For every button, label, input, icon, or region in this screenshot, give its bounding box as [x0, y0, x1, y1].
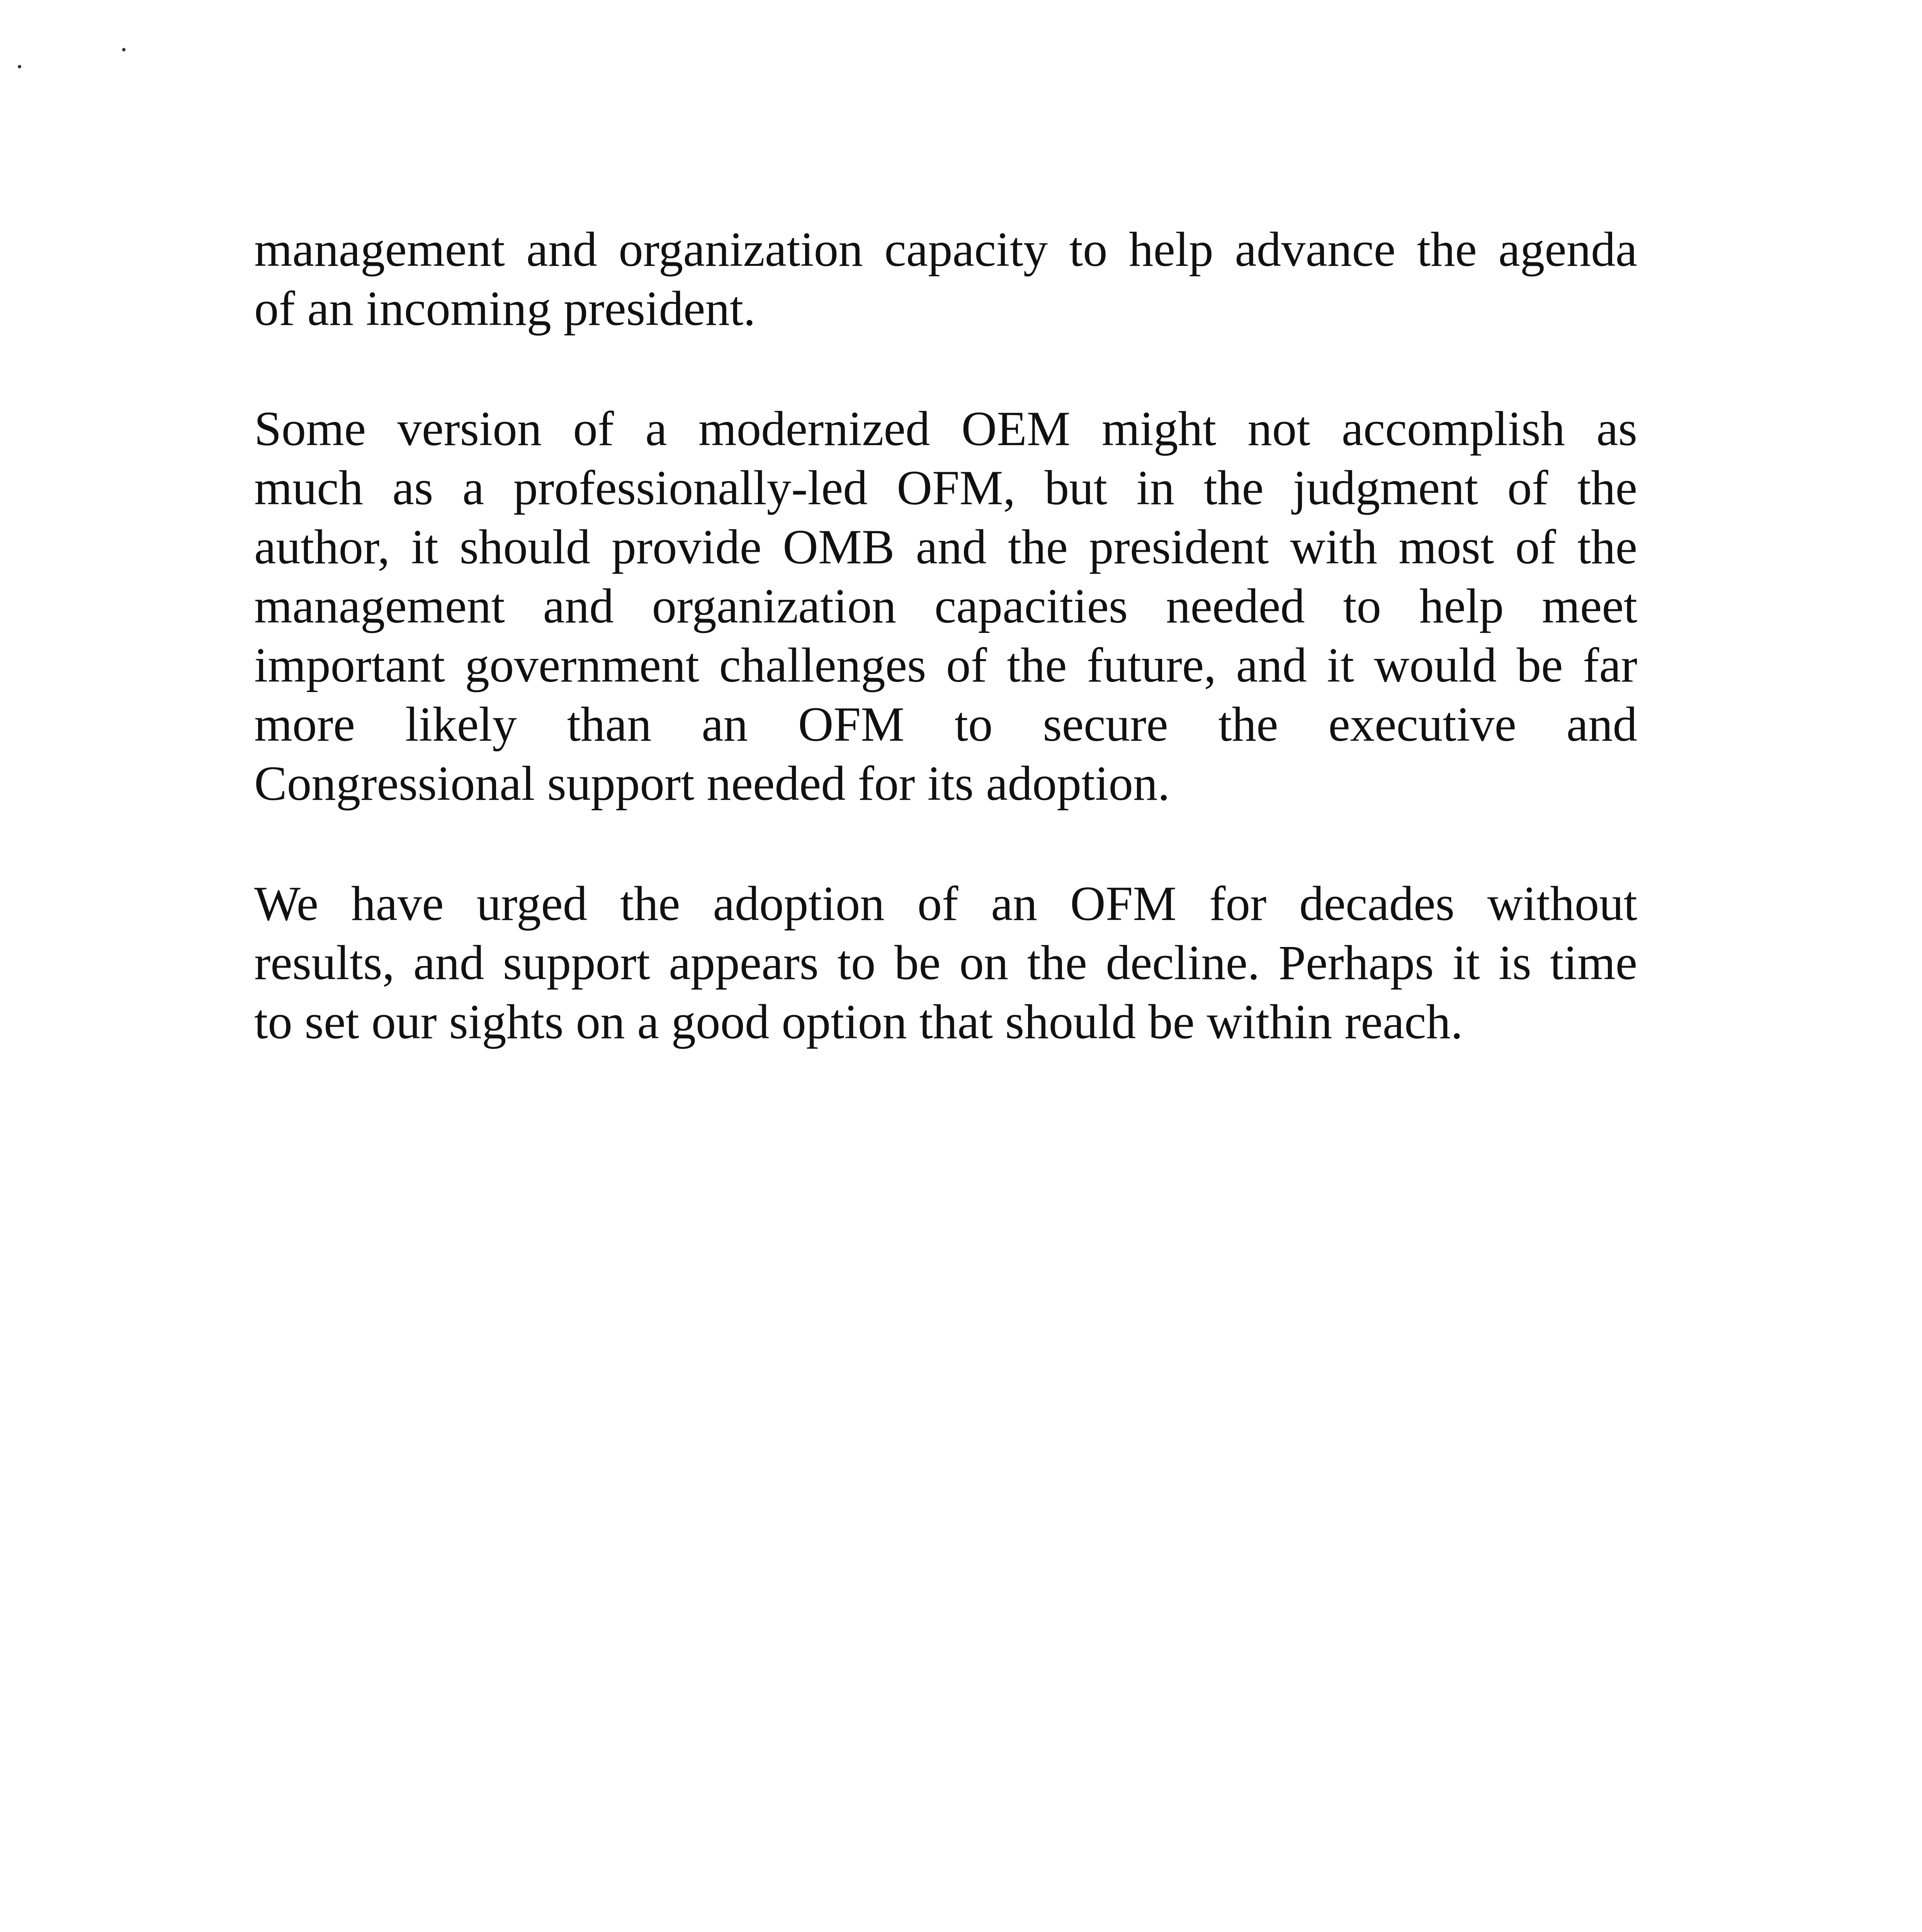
text-line: Some version of a modernized OEM might not accomplish as [254, 402, 1637, 456]
text-line: important government challenges of the future, and it would be far [254, 638, 1637, 692]
paragraph-1 [254, 220, 1637, 338]
scan-speck [18, 65, 21, 68]
text-line: results, and support appears to be on the decline. Perhaps it is time [254, 936, 1637, 990]
text-line: more likely than an OFM to secure the executive and [254, 697, 1637, 752]
scan-speck [122, 48, 126, 51]
text-line: We have urged the adoption of an OFM for decades without [254, 877, 1637, 931]
text-line: management and organization capacity to help advance the agenda [254, 223, 1637, 277]
text-line: of an incoming president. [254, 282, 756, 336]
paragraph-3 [254, 874, 1637, 1052]
text-line: much as a professionally-led OFM, but in the judgment of the [254, 461, 1637, 515]
paragraph-2 [254, 400, 1637, 813]
text-line: Congressional support needed for its adoption. [254, 757, 1170, 811]
text-line: to set our sights on a good option that should be within reach. [254, 995, 1463, 1049]
text-line: management and organization capacities needed to help meet [254, 579, 1637, 633]
text-line: author, it should provide OMB and the president with most of the [254, 520, 1637, 574]
document-body [254, 220, 1637, 1113]
